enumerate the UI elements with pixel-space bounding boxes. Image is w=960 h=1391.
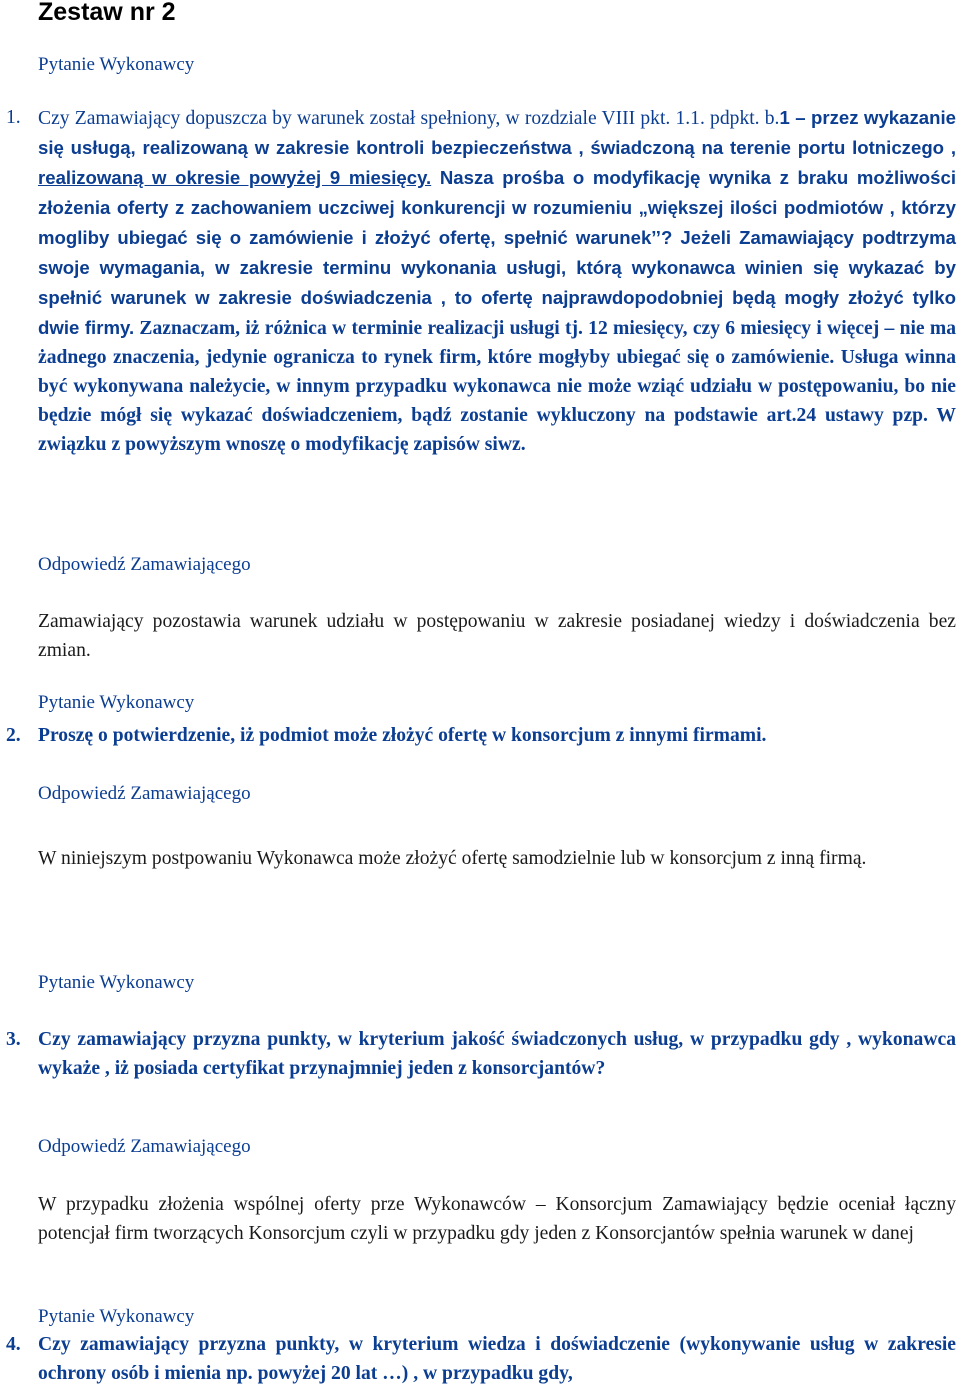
question-number-2: 2. [6,725,21,746]
question-label-2: Pytanie Wykonawcy [38,692,195,713]
question-label-3: Pytanie Wykonawcy [38,972,195,993]
question-text-1 [38,103,956,459]
question-text-4: Czy zamawiający przyzna punkty, w kryterium wiedza i doświadczenie (wykonywanie usług w zakresie ochrony osób i mienia np. powyżej 20 lat …) , w przypadku gdy, [38,1334,956,1384]
question-1-note: Zaznaczam, iż różnica w terminie realizacji usługi tj. 12 miesięcy, czy 6 miesięcy i więcej – nie ma żadnego znaczenia, jedynie ogranicza to rynek firm, które mogłyby ubiegać się o zamówienie. Usługa winna być wykonywana należycie, w innym przypadku wykonawca nie może wziąć udziału w postępowaniu, bo nie będzie mógł się wykazać doświadczeniem, bądź zostanie wykluczony na podstawie art.24 ustawy pzp. W związku z powyższym wnoszę o modyfikację zapisów siwz. [38,318,957,455]
answer-text-1: Zamawiający pozostawia warunek udziału w postępowaniu w zakresie posiadanej wiedzy i doświadczenia bez zmian. [38,611,956,661]
question-label-4: Pytanie Wykonawcy [38,1306,195,1327]
document-title: Zestaw nr 2 [38,0,176,26]
answer-text-2: W niniejszym postpowaniu Wykonawca może złożyć ofertę samodzielnie lub w konsorcjum z inną firmą. [38,848,867,869]
question-4 [0,1330,960,1388]
question-2 [0,721,960,750]
question-text-3: Czy zamawiający przyzna punkty, w kryterium jakość świadczonych usług, w przypadku gdy , wykonawca wykaże , iż posiada certyfikat przynajmniej jeden z konsorcjantów? [38,1029,956,1079]
answer-label-3: Odpowiedź Zamawiającego [38,1136,251,1157]
question-1-part-b: 1 – przez wykazanie się usługą, realizowaną w zakresie kontroli bezpieczeństwa , świadczoną na terenie portu lotniczego , [38,107,956,158]
question-number-3: 3. [6,1029,21,1050]
question-number-1: 1. [6,107,21,128]
question-1 [0,103,960,459]
question-1-underlined: realizowaną w okresie powyżej 9 miesięcy. [38,167,432,188]
answer-label-1: Odpowiedź Zamawiającego [38,554,251,575]
question-text-2: Proszę o potwierdzenie, iż podmiot może złożyć ofertę w konsorcjum z innymi firmami. [38,725,767,746]
answer-label-2: Odpowiedź Zamawiającego [38,783,251,804]
question-number-4: 4. [6,1334,21,1355]
question-3 [0,1025,960,1083]
answer-text-3: W przypadku złożenia wspólnej oferty prze Wykonawców – Konsorcjum Zamawiający będzie oceniał łączny potencjał firm tworzących Konsorcjum czyli w przypadku gdy jeden z Konsorcjantów spełnia warunek w danej [38,1194,956,1244]
question-1-justification: Nasza prośba o modyfikację wynika z braku możliwości złożenia oferty z zachowaniem uczciwej konkurencji w rozumieniu „większej ilości podmiotów , którzy mogliby ubiegać się o zamówienie i złożyć ofertę, spełnić warunek’’? Jeżeli Zamawiający podtrzyma swoje wymagania, w zakresie terminu wykonania usługi, którą wykonawca winien się wykazać by spełnić warunek w zakresie doświadczenia , to ofertę najprawdopodobniej będą mogły złożyć tylko dwie firmy. [38,167,957,338]
question-1-intro: Czy Zamawiający dopuszcza by warunek został spełniony, w rozdziale VIII pkt. 1.1. pdpkt. b. [38,108,780,129]
question-label-1: Pytanie Wykonawcy [38,54,195,75]
